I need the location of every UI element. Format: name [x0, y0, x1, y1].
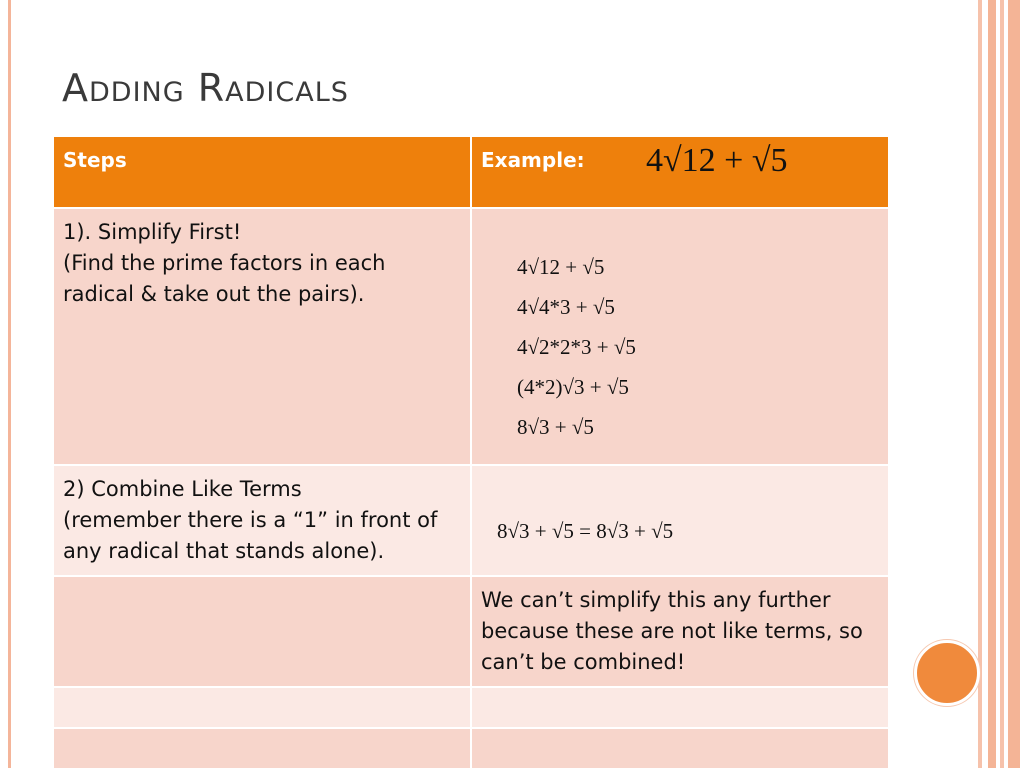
math-line: (4*2)√3 + √5	[517, 375, 629, 399]
step-cell	[53, 687, 471, 728]
example-cell	[471, 465, 889, 576]
example-cell: We can’t simplify this any further because these are not like terms, so can’t be combined!	[471, 576, 889, 687]
table-header-row	[53, 136, 889, 208]
table-row	[53, 576, 889, 687]
slide-title: Adding Radicals	[62, 66, 349, 110]
header-example-expression: 4√12 + √5	[646, 142, 788, 179]
step-cell	[53, 576, 471, 687]
header-example-label: Example:	[481, 148, 585, 172]
step-cell	[53, 208, 471, 465]
step-cell	[53, 728, 471, 769]
combine-expression: 8√3 + √5 = 8√3 + √5	[497, 519, 674, 543]
example-cell	[471, 208, 889, 465]
math-line: 4√12 + √5	[517, 255, 605, 279]
step-cell	[53, 465, 471, 576]
left-border-line	[8, 0, 11, 768]
table-row	[53, 208, 889, 465]
header-example	[471, 136, 889, 208]
decorative-circle	[914, 640, 980, 706]
math-line: 4√2*2*3 + √5	[517, 335, 636, 359]
simplify-steps-list	[517, 247, 879, 447]
decorative-stripes	[978, 0, 1024, 768]
step-text: 1). Simplify First! (Find the prime factors in each radical & take out the pairs).	[63, 220, 386, 306]
example-cell	[471, 728, 889, 769]
steps-table	[52, 135, 890, 770]
math-line: 8√3 + √5	[517, 415, 594, 439]
header-steps: Steps	[53, 136, 471, 208]
example-cell	[471, 687, 889, 728]
table-row	[53, 465, 889, 576]
table-row	[53, 687, 889, 728]
step-text: 2) Combine Like Terms (remember there is a “1” in front of any radical that stands alone).	[63, 477, 438, 563]
math-line: 4√4*3 + √5	[517, 295, 615, 319]
table-row	[53, 728, 889, 769]
